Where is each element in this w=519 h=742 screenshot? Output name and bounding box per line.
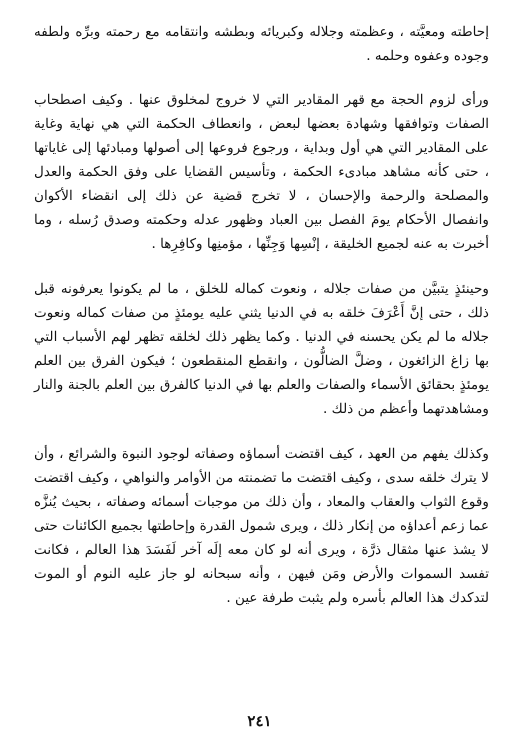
paragraph-2: ورأى لزوم الحجة مع قهر المقادير التي لا خروج لمخلوق عنها . وكيف اصطحاب الصفات وتوافقها وشهادة بعضها لبعض ، وانعطاف الحكمة التي هي نهاية وغاية على المقادير التي هي أول وبداية ، ورجوع فروعها إلى أصولها ومبادئها إلى غاياتها ، حتى كأنه مشاهد مبادىء الحكمة ، وتأسيس القضايا على وفق الحكمة والعدل والمصلحة والرحمة والإحسان ، لا تخرج قضية عن ذلك إلى انقضاء الأكوان وانفصال الأحكام يومَ الفصل بين العباد وظهور عدله وحكمته وصدق رُسله ، وما أخبرت به عنه لجميع الخليقة ، إنْسِها وَجِنِّها ، مؤمنِها وكافِرِها . bbox=[34, 92, 489, 252]
paragraph-4: وكذلك يفهم من العهد ، كيف اقتضت أسماؤه وصفاته لوجود النبوة والشرائع ، وأن لا يترك خلقه سدى ، وكيف اقتضت ما تضمنته من الأوامر والنواهي ، وكيف اقتضت وقوع الثواب والعقاب والمعاد ، وأن ذلك من موجبات أسمائه وصفاته ، بحيث يُنزَّه عما زعم أعداؤه من إنكار ذلك ، ويرى شمول القدرة وإحاطتها بجميع الكائنات حتى لا يشذ عنها مثقال ذرَّة ، ويرى أنه لو كان معه إلَه آخر لَفَسَدَ هذا العالم ، فكانت تفسد السموات والأرض ومَن فيهن ، وأنه سبحانه لو جاز عليه النوم أو الموت لتدكدك هذا العالم بأسره ولم يثبت طرفة عين . bbox=[34, 446, 489, 606]
paragraph-3: وحينئذٍ يتبيَّن من صفات جلاله ، ونعوت كماله للخلق ، ما لم يكونوا يعرفونه قبل ذلك ، حتى إنَّ أَعْرَفَ خلقه به في الدنيا يثني عليه يومئذٍ من صفات كماله ونعوت جلاله ما لم يكن يحسنه في الدنيا . وكما يظهر ذلك لخلقه تظهر لهم الأسباب التي بها زاغ الزائغون ، وضلَّ الضالُّون ، وانقطع المنقطعون ؛ فيكون الفرق بين العلم يومئذٍ بحقائق الأسماء والصفات والعلم بها في الدنيا كالفرق بين العلم بالجنة والنار ومشاهدتهما وأعظم من ذلك . bbox=[34, 281, 489, 417]
page-number: ٢٤١ bbox=[247, 712, 272, 730]
paragraph-1: إحاطته ومعيَّته ، وعظمته وجلاله وكبريائه وبطشه وانتقامه مع رحمته وبرِّه ولطفه وجوده وعفوه وحلمه . bbox=[34, 24, 489, 64]
